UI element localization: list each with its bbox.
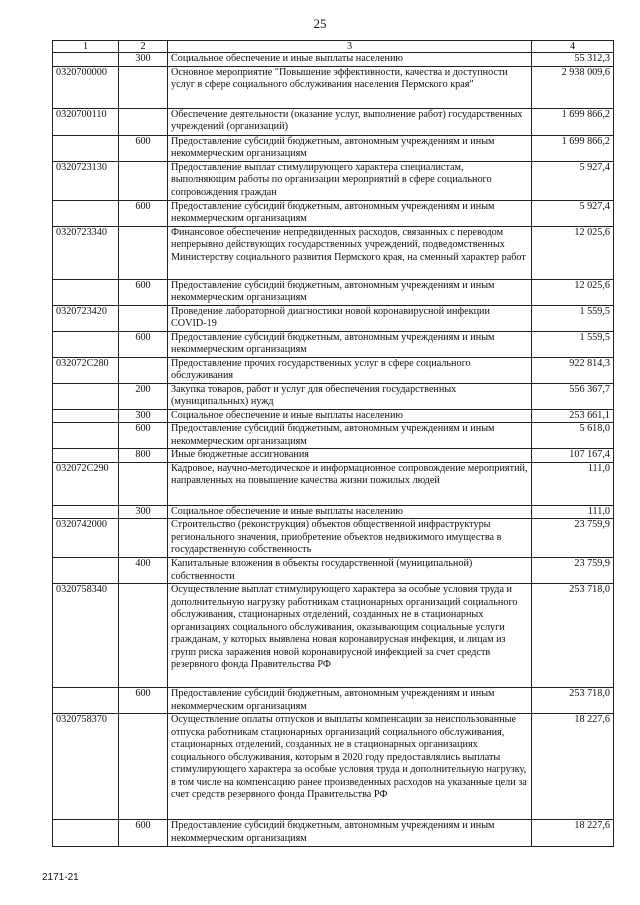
amount-cell: 23 759,9 (532, 558, 614, 584)
target-code-cell (53, 383, 119, 409)
target-code-cell (53, 558, 119, 584)
page-number: 25 (313, 16, 327, 31)
description-cell: Предоставление субсидий бюджетным, автономным учреждениям и иным некоммерческим организациям (168, 820, 532, 847)
target-code-cell (53, 505, 119, 519)
description-cell: Финансовое обеспечение непредвиденных расходов, связанных с переводом непрерывно действующих государственных учреждений, подведомственных Министерству социального развития Пермского края, на сменный характер работ (168, 226, 532, 279)
target-code-cell: 0320723420 (53, 305, 119, 331)
description-cell: Строительство (реконструкция) объектов общественной инфраструктуры регионального значения, приобретение объектов недвижимого имущества в государственную собственность (168, 519, 532, 558)
document-code: 2171-21 (42, 872, 79, 883)
expense-type-cell: 300 (119, 53, 168, 67)
target-code-cell (53, 53, 119, 67)
amount-cell: 55 312,3 (532, 53, 614, 67)
expense-type-cell (119, 305, 168, 331)
target-code-cell (53, 820, 119, 847)
expense-type-cell: 600 (119, 688, 168, 714)
description-cell: Закупка товаров, работ и услуг для обеспечения государственных (муниципальных) нужд (168, 383, 532, 409)
expense-type-cell: 600 (119, 135, 168, 161)
target-code-cell: 0320723340 (53, 226, 119, 279)
target-code-cell (53, 409, 119, 423)
amount-cell: 12 025,6 (532, 279, 614, 305)
amount-cell: 5 618,0 (532, 423, 614, 449)
table-row (53, 409, 614, 423)
amount-cell: 1 699 866,2 (532, 108, 614, 135)
description-cell: Осуществление выплат стимулирующего характера за особые условия труда и дополнительную нагрузку работникам стационарных организаций социального обслуживания, стационарных отделений, созданных не в стационарных организациях социального обслуживания, оказывающим социальные услуги гражданам, у которых выявлена новая коронавирусная инфекция, и лицам из групп риска заражения новой коронавирусной инфекцией за счет средств резервного фонда Правительства РФ (168, 584, 532, 688)
table-row (53, 200, 614, 226)
description-cell: Предоставление субсидий бюджетным, автономным учреждениям и иным некоммерческим организациям (168, 423, 532, 449)
amount-cell: 111,0 (532, 505, 614, 519)
description-cell: Социальное обеспечение и иные выплаты населению (168, 505, 532, 519)
expense-type-cell (119, 108, 168, 135)
target-code-cell: 0320742000 (53, 519, 119, 558)
table-row (53, 449, 614, 463)
table-row (53, 688, 614, 714)
target-code-cell: 032072С280 (53, 357, 119, 383)
expense-type-cell (119, 462, 168, 505)
table-row (53, 161, 614, 200)
header-col-1: 1 (53, 41, 119, 53)
target-code-cell (53, 200, 119, 226)
description-cell: Предоставление прочих государственных услуг в сфере социального обслуживания (168, 357, 532, 383)
table-row (53, 279, 614, 305)
amount-cell: 556 367,7 (532, 383, 614, 409)
table-row (53, 558, 614, 584)
amount-cell: 12 025,6 (532, 226, 614, 279)
target-code-cell: 0320758370 (53, 714, 119, 820)
table-row (53, 462, 614, 505)
table-row (53, 305, 614, 331)
amount-cell: 107 167,4 (532, 449, 614, 463)
table-row (53, 66, 614, 108)
expense-type-cell: 600 (119, 200, 168, 226)
expense-type-cell: 600 (119, 820, 168, 847)
description-cell: Капитальные вложения в объекты государственной (муниципальной) собственности (168, 558, 532, 584)
description-cell: Обеспечение деятельности (оказание услуг, выполнение работ) государственных учреждений (организаций) (168, 108, 532, 135)
table-header-row (53, 41, 614, 53)
target-code-cell (53, 279, 119, 305)
amount-cell: 922 814,3 (532, 357, 614, 383)
amount-cell: 23 759,9 (532, 519, 614, 558)
description-cell: Кадровое, научно-методическое и информационное сопровождение мероприятий, направленных на повышение качества жизни пожилых людей (168, 462, 532, 505)
budget-table (52, 40, 614, 847)
description-cell: Иные бюджетные ассигнования (168, 449, 532, 463)
target-code-cell (53, 331, 119, 357)
amount-cell: 1 559,5 (532, 331, 614, 357)
amount-cell: 253 718,0 (532, 584, 614, 688)
amount-cell: 1 559,5 (532, 305, 614, 331)
table-row (53, 714, 614, 820)
target-code-cell: 0320758340 (53, 584, 119, 688)
target-code-cell (53, 449, 119, 463)
amount-cell: 18 227,6 (532, 820, 614, 847)
table-row (53, 331, 614, 357)
description-cell: Предоставление субсидий бюджетным, автономным учреждениям и иным некоммерческим организациям (168, 688, 532, 714)
expense-type-cell: 600 (119, 423, 168, 449)
budget-table-body (53, 41, 614, 847)
expense-type-cell (119, 226, 168, 279)
table-row (53, 357, 614, 383)
header-col-4: 4 (532, 41, 614, 53)
description-cell: Основное мероприятие "Повышение эффективности, качества и доступности услуг в сфере социального обслуживания населения Пермского края" (168, 66, 532, 108)
table-row (53, 53, 614, 67)
description-cell: Предоставление субсидий бюджетным, автономным учреждениям и иным некоммерческим организациям (168, 331, 532, 357)
expense-type-cell (119, 357, 168, 383)
amount-cell: 18 227,6 (532, 714, 614, 820)
target-code-cell: 0320700110 (53, 108, 119, 135)
description-cell: Предоставление выплат стимулирующего характера специалистам, выполняющим работы по организации мероприятий в сфере социального сопровождения граждан (168, 161, 532, 200)
expense-type-cell (119, 161, 168, 200)
amount-cell: 5 927,4 (532, 200, 614, 226)
amount-cell: 253 718,0 (532, 688, 614, 714)
table-row (53, 423, 614, 449)
target-code-cell: 0320723130 (53, 161, 119, 200)
header-col-2: 2 (119, 41, 168, 53)
amount-cell: 111,0 (532, 462, 614, 505)
description-cell: Проведение лабораторной диагностики новой коронавирусной инфекции COVID-19 (168, 305, 532, 331)
expense-type-cell (119, 584, 168, 688)
description-cell: Предоставление субсидий бюджетным, автономным учреждениям и иным некоммерческим организациям (168, 135, 532, 161)
expense-type-cell: 400 (119, 558, 168, 584)
table-row (53, 226, 614, 279)
expense-type-cell: 800 (119, 449, 168, 463)
description-cell: Осуществление оплаты отпусков и выплаты компенсации за неиспользованные отпуска работникам стационарных организаций социального обслуживания, стационарных отделений, созданных не в стационарных организациях социального обслуживания, которым в 2020 году предоставлялись выплаты стимулирующего характера за особые условия труда и дополнительную нагрузку, в том числе на компенсацию ранее произведенных расходов на указанные цели за счет средств резервного фонда Правительства РФ (168, 714, 532, 820)
description-cell: Социальное обеспечение и иные выплаты населению (168, 409, 532, 423)
expense-type-cell (119, 519, 168, 558)
target-code-cell: 0320700000 (53, 66, 119, 108)
amount-cell: 1 699 866,2 (532, 135, 614, 161)
table-row (53, 820, 614, 847)
target-code-cell: 032072С290 (53, 462, 119, 505)
expense-type-cell: 600 (119, 331, 168, 357)
expense-type-cell: 300 (119, 505, 168, 519)
amount-cell: 2 938 009,6 (532, 66, 614, 108)
expense-type-cell: 300 (119, 409, 168, 423)
target-code-cell (53, 688, 119, 714)
expense-type-cell: 200 (119, 383, 168, 409)
table-row (53, 135, 614, 161)
table-row (53, 108, 614, 135)
description-cell: Предоставление субсидий бюджетным, автономным учреждениям и иным некоммерческим организациям (168, 200, 532, 226)
table-row (53, 383, 614, 409)
header-col-3: 3 (168, 41, 532, 53)
expense-type-cell: 600 (119, 279, 168, 305)
table-row (53, 519, 614, 558)
amount-cell: 5 927,4 (532, 161, 614, 200)
target-code-cell (53, 423, 119, 449)
amount-cell: 253 661,1 (532, 409, 614, 423)
target-code-cell (53, 135, 119, 161)
description-cell: Социальное обеспечение и иные выплаты населению (168, 53, 532, 67)
table-row (53, 505, 614, 519)
expense-type-cell (119, 66, 168, 108)
description-cell: Предоставление субсидий бюджетным, автономным учреждениям и иным некоммерческим организациям (168, 279, 532, 305)
expense-type-cell (119, 714, 168, 820)
table-row (53, 584, 614, 688)
